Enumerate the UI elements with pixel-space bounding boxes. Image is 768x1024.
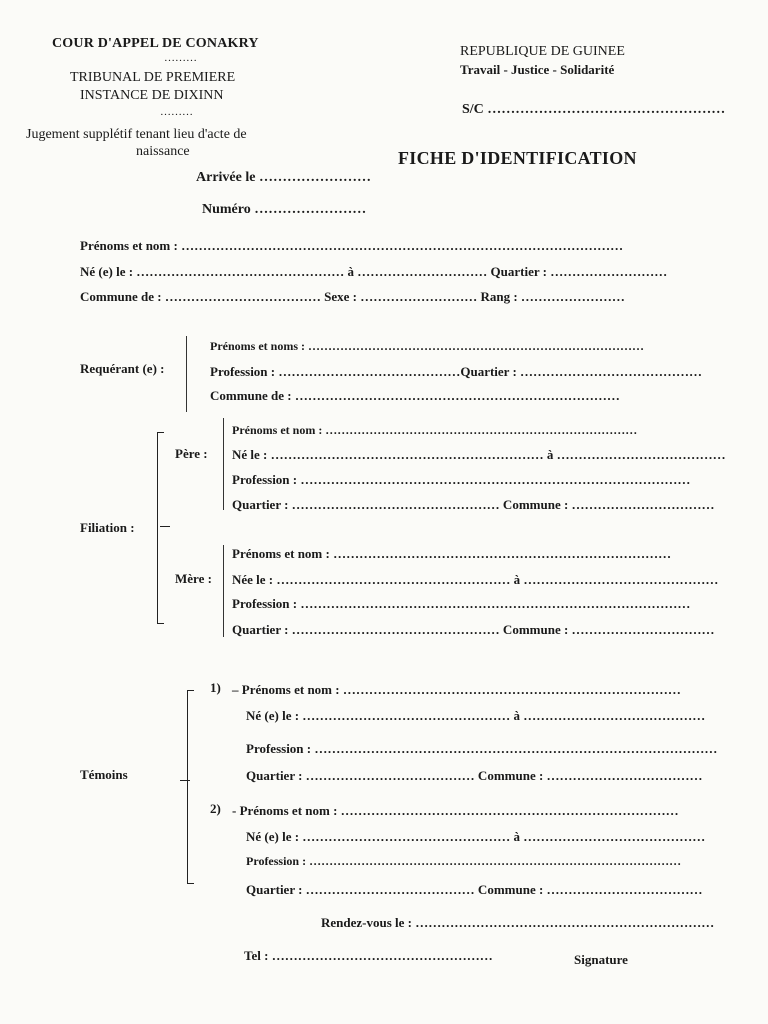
requerant-names-field[interactable]: Prénoms et noms : ………………………………………………………………………… xyxy=(210,339,644,353)
jugement-line-1: Jugement supplétif tenant lieu d'acte de xyxy=(26,127,247,142)
separator-dots: ……… xyxy=(164,52,197,64)
brace-point xyxy=(180,780,190,781)
mere-label: Mère : xyxy=(175,571,212,586)
brace-point xyxy=(160,526,170,527)
mere-birth-field[interactable]: Née le : ……………………………………………… à ……………………………………… xyxy=(232,572,719,587)
requerant-label: Requérant (e) : xyxy=(80,361,165,376)
mere-names-field[interactable]: Prénoms et nom : …………………………………………………………………… xyxy=(232,546,672,561)
temoin-2-quartier-field[interactable]: Quartier : ………………………………… Commune : ……………………………… xyxy=(246,882,703,897)
mere-bracket xyxy=(223,545,224,637)
tribunal-line-1: TRIBUNAL DE PREMIERE xyxy=(70,70,236,85)
separator-dots-2: ……… xyxy=(160,106,193,118)
temoin-2-names-field[interactable]: - Prénoms et nom : …………………………………………………………………… xyxy=(232,803,679,818)
number-field[interactable]: Numéro …………………… xyxy=(202,202,367,217)
requerant-profession-field[interactable]: Profession : ……………………………………Quartier : …………………………………… xyxy=(210,364,703,379)
temoins-label: Témoins xyxy=(80,767,128,782)
mere-profession-field[interactable]: Profession : ……………………………………………………………………………… xyxy=(232,596,691,611)
arrival-date-field[interactable]: Arrivée le …………………… xyxy=(196,170,371,185)
republic-name: REPUBLIQUE DE GUINEE xyxy=(460,44,625,59)
pere-names-field[interactable]: Prénoms et nom : …………………………………………………………………… xyxy=(232,423,638,437)
pere-label: Père : xyxy=(175,446,208,461)
child-birth-field[interactable]: Né (e) le : ………………………………………… à ………………………… Quartier : ……………………… xyxy=(80,264,668,279)
filiation-label: Filiation : xyxy=(80,520,135,535)
requerant-commune-field[interactable]: Commune de : ………………………………………………………………… xyxy=(210,388,620,403)
temoin-1-profession-field[interactable]: Profession : ………………………………………………………………………………… xyxy=(246,741,718,756)
pere-quartier-field[interactable]: Quartier : ………………………………………… Commune : …………………………… xyxy=(232,497,715,512)
form-title: FICHE D'IDENTIFICATION xyxy=(398,148,637,168)
temoin-2-number: 2) xyxy=(210,801,221,816)
child-commune-field[interactable]: Commune de : ……………………………… Sexe : ……………………… Rang : …………………… xyxy=(80,289,625,304)
mere-quartier-field[interactable]: Quartier : ………………………………………… Commune : …………………………… xyxy=(232,622,715,637)
temoin-1-birth-field[interactable]: Né (e) le : ………………………………………… à …………………………………… xyxy=(246,708,706,723)
temoins-brace xyxy=(187,690,194,884)
rendezvous-field[interactable]: Rendez-vous le : …………………………………………………………… xyxy=(321,915,715,930)
temoin-2-birth-field[interactable]: Né (e) le : ………………………………………… à …………………………………… xyxy=(246,829,706,844)
temoin-1-names-field[interactable]: – Prénoms et nom : …………………………………………………………………… xyxy=(232,682,681,697)
telephone-field[interactable]: Tel : …………………………………………… xyxy=(244,948,493,963)
child-names-field[interactable]: Prénoms et nom : ………………………………………………………………………………………… xyxy=(80,238,624,253)
court-name: COUR D'APPEL DE CONAKRY xyxy=(52,36,259,51)
temoin-1-quartier-field[interactable]: Quartier : ………………………………… Commune : ……………………………… xyxy=(246,768,703,783)
filiation-brace xyxy=(157,432,164,624)
pere-birth-field[interactable]: Né le : ……………………………………………………… à ………………………………… xyxy=(232,447,726,462)
temoin-1-number: 1) xyxy=(210,680,221,695)
signature-label: Signature xyxy=(574,952,628,967)
national-motto: Travail - Justice - Solidarité xyxy=(460,62,615,77)
pere-profession-field[interactable]: Profession : ……………………………………………………………………………… xyxy=(232,472,691,487)
sc-field[interactable]: S/C …………………………………………… xyxy=(462,102,726,117)
pere-bracket xyxy=(223,418,224,510)
jugement-line-2: naissance xyxy=(136,144,190,159)
requerant-bracket xyxy=(186,336,187,412)
temoin-2-profession-field[interactable]: Profession : ………………………………………………………………………………… xyxy=(246,854,682,868)
tribunal-line-2: INSTANCE DE DIXINN xyxy=(80,88,224,103)
